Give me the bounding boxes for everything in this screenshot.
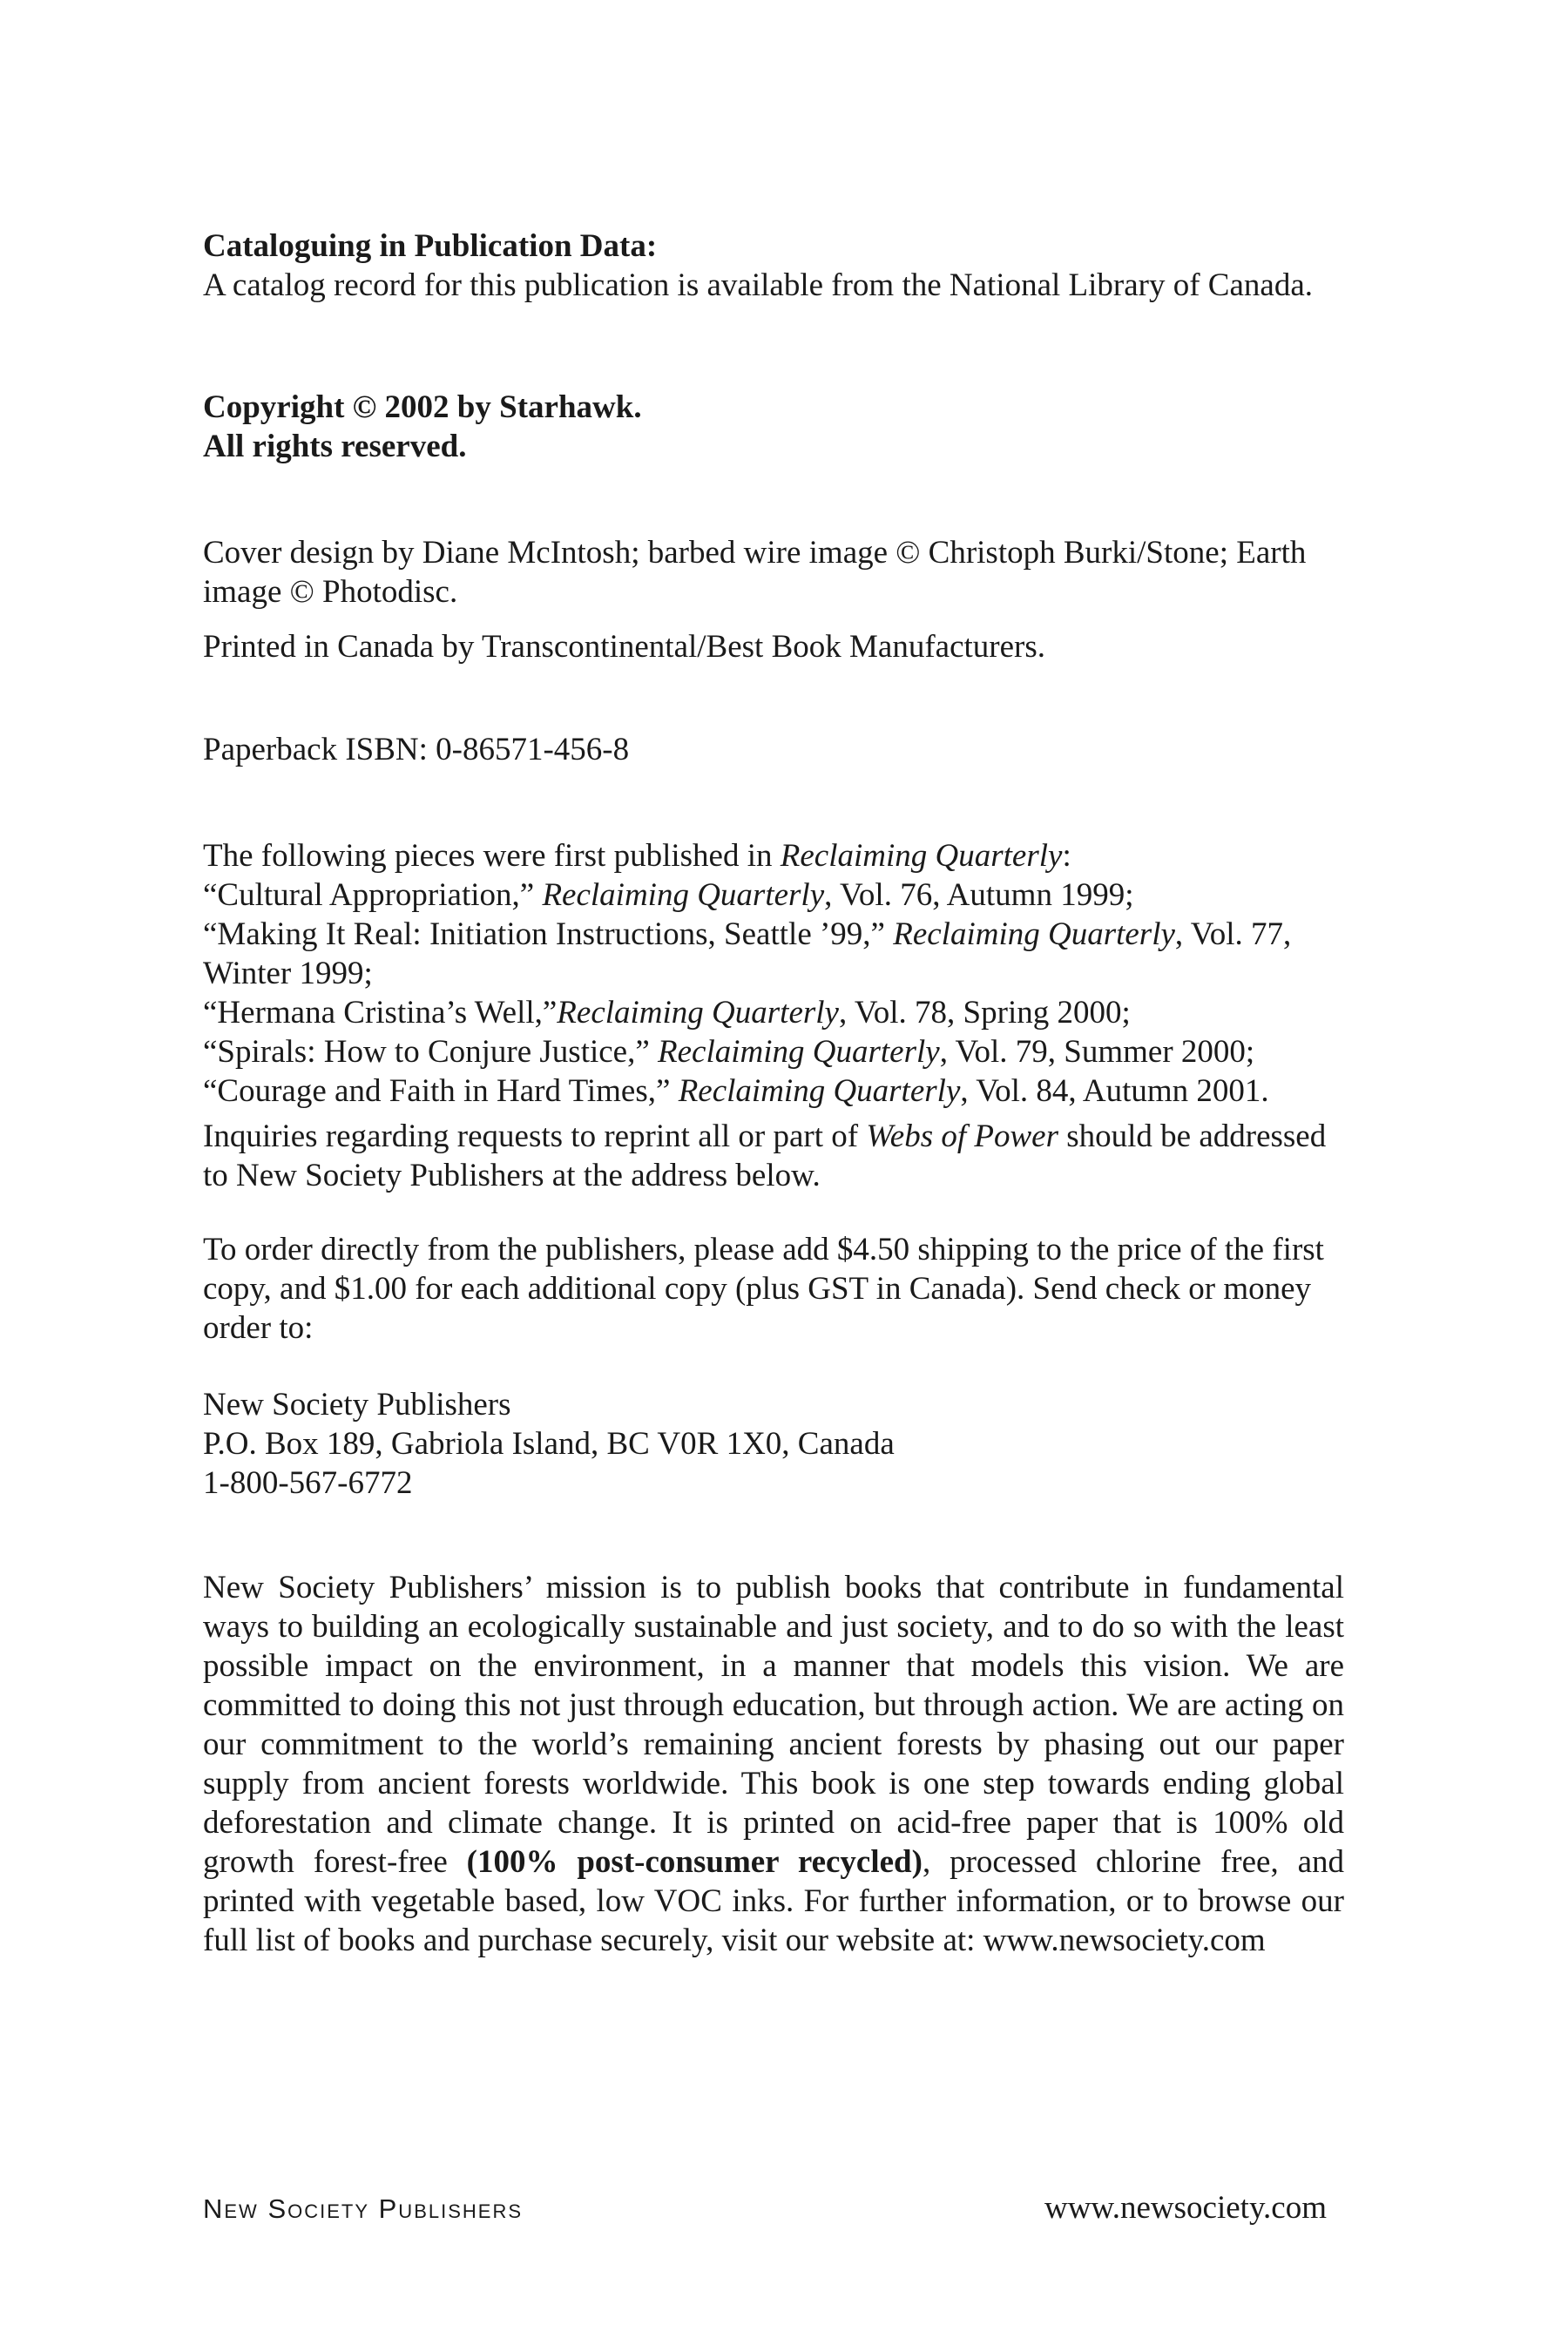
rights-line: All rights reserved.: [203, 429, 467, 464]
order-section: [203, 1230, 1344, 1348]
copyright-line: Copyright © 2002 by Starhawk.: [203, 389, 642, 425]
intro-end: :: [1062, 838, 1071, 874]
first-published-section: [203, 836, 1344, 1111]
cip-heading: Cataloguing in Publication Data:: [203, 228, 658, 264]
item-journal: Reclaiming Quarterly: [658, 1034, 940, 1070]
item-details: , Vol. 79, Summer 2000;: [939, 1034, 1255, 1070]
published-item: [203, 1032, 1344, 1071]
item-details: , Vol. 77, Winter 1999;: [203, 916, 1292, 991]
published-item: [203, 993, 1344, 1032]
mission-section: [203, 1568, 1344, 1960]
mission-bold: (100% post-consumer recycled): [466, 1844, 923, 1880]
page-footer: [203, 2188, 1327, 2228]
item-details: , Vol. 84, Autumn 2001.: [960, 1073, 1269, 1109]
item-title: “Courage and Faith in Hard Times,”: [203, 1073, 679, 1109]
cover-credit: Cover design by Diane McIntosh; barbed wire image © Christoph Burki/Stone; Earth image © Photodisc.: [203, 535, 1307, 610]
inquiries-post: should be addressed to New Society Publishers at the address below.: [203, 1119, 1327, 1193]
item-journal: Reclaiming Quarterly: [542, 877, 825, 913]
mission-part1: New Society Publishers’ mission is to publish books that contribute in fundamental ways to building an ecologically sustainable and just society, and to do so with the least possible impact on the environment, in a manner that models this vision. We are committed to doing this not just through education, but through action. We are acting on our commitment to the world’s remaining ancient forests by phasing out our paper supply from ancient forests worldwide. This book is one step towards ending global deforestation and climate change. It is printed on acid-free paper that is 100% old growth forest-free: [203, 1570, 1344, 1880]
item-details: , Vol. 78, Spring 2000;: [838, 995, 1131, 1031]
item-title: “Making It Real: Initiation Instructions, Seattle ’99,”: [203, 916, 894, 952]
inquiries-pre: Inquiries regarding requests to reprint all or part of: [203, 1119, 867, 1154]
item-details: , Vol. 76, Autumn 1999;: [824, 877, 1134, 913]
cip-section: [203, 226, 1344, 305]
mission-text: [203, 1568, 1344, 1960]
cip-text: A catalog record for this publication is available from the National Library of Canada.: [203, 267, 1314, 303]
mission-part2: , processed chlorine free, and printed with vegetable based, low VOC inks. For further information, or to browse our full list of books and purchase securely, visit our website at: www.newsociety.com: [203, 1844, 1344, 1958]
intro-journal: Reclaiming Quarterly: [780, 838, 1063, 874]
isbn-line: Paperback ISBN: 0-86571-456-8: [203, 732, 630, 767]
published-item: [203, 1071, 1344, 1111]
publisher-street: P.O. Box 189, Gabriola Island, BC V0R 1X0, Canada: [203, 1426, 895, 1462]
printer-credit: Printed in Canada by Transcontinental/Best Book Manufacturers.: [203, 629, 1045, 665]
intro-text: The following pieces were first published in: [203, 838, 781, 874]
inquiries-section: [203, 1117, 1344, 1195]
item-title: “Hermana Cristina’s Well,”: [203, 995, 558, 1031]
item-journal: Reclaiming Quarterly: [557, 995, 839, 1031]
inquiries-text: [203, 1117, 1344, 1195]
first-published-intro: [203, 836, 1344, 875]
published-item: [203, 875, 1344, 915]
item-journal: Reclaiming Quarterly: [678, 1073, 961, 1109]
item-journal: Reclaiming Quarterly: [893, 916, 1175, 952]
published-item: [203, 915, 1344, 993]
address-section: [203, 1385, 1344, 1503]
footer-url: www.newsociety.com: [1044, 2190, 1327, 2226]
credits-section: [203, 533, 1344, 666]
item-title: “Cultural Appropriation,”: [203, 877, 543, 913]
isbn-section: [203, 730, 1344, 769]
copyright-section: [203, 388, 1344, 466]
item-title: “Spirals: How to Conjure Justice,”: [203, 1034, 659, 1070]
publisher-name: New Society Publishers: [203, 1387, 511, 1423]
book-title: Webs of Power: [866, 1119, 1058, 1154]
footer-publisher: New Society Publishers: [203, 2193, 524, 2224]
publisher-phone: 1-800-567-6772: [203, 1465, 413, 1501]
order-text: To order directly from the publishers, please add $4.50 shipping to the price of the first copy, and $1.00 for each additional copy (plus GST in Canada). Send check or money order to:: [203, 1232, 1324, 1346]
